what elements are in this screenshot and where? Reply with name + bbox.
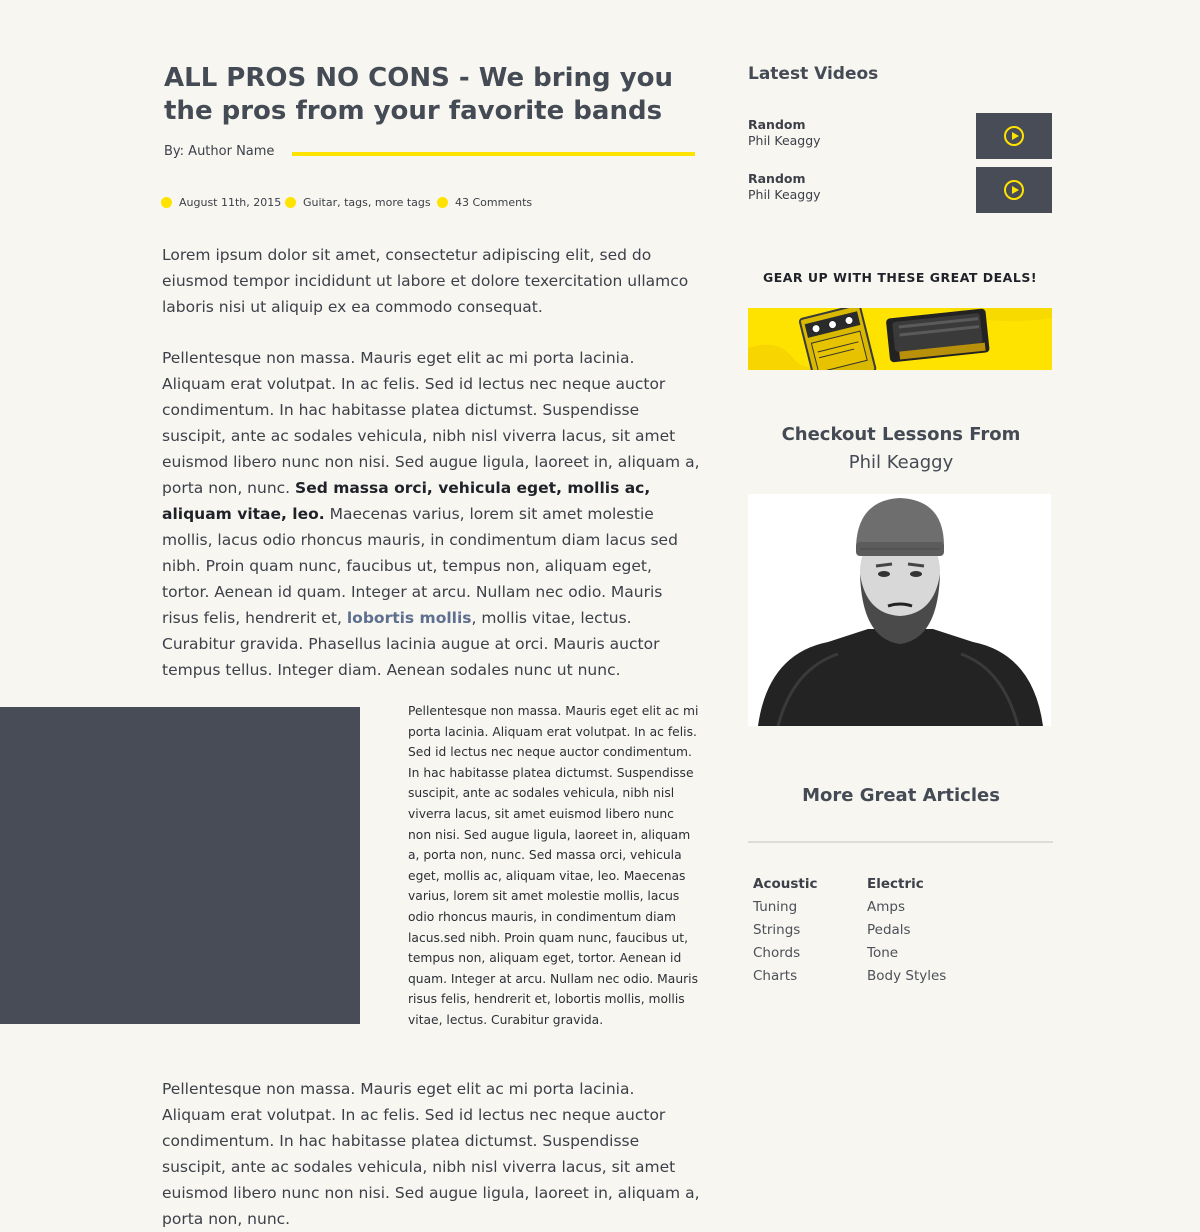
- category-link[interactable]: Chords: [753, 945, 801, 961]
- category-link[interactable]: Tone: [867, 945, 899, 961]
- category-link[interactable]: Strings: [753, 922, 801, 938]
- article-paragraph-2: [162, 345, 702, 683]
- video-artist: Phil Keaggy: [748, 133, 821, 148]
- video-artist: Phil Keaggy: [748, 187, 821, 202]
- article-paragraph-3: Pellentesque non massa. Mauris eget elit ac mi porta lacinia. Aliquam erat volutpat. In ac felis. Sed id lectus nec neque auctor condimentum. In hac habitasse platea dictumst. Suspendisse suscipit, ante ac sodales vehicula, nibh nisl viverra lacus, sit amet euismod libero nunc non nisi. Sed augue ligula, laoreet in, aliquam a, porta non, nunc.: [162, 1080, 700, 1228]
- tags-bullet-icon: [285, 197, 296, 208]
- deals-heading: GEAR UP WITH THESE GREAT DEALS!: [762, 270, 1038, 285]
- video-item[interactable]: [748, 113, 1052, 159]
- tags-text[interactable]: Guitar, tags, more tags: [303, 195, 431, 209]
- meta-comments[interactable]: [437, 194, 532, 210]
- comments-bullet-icon: [437, 197, 448, 208]
- video-title[interactable]: Random: [748, 117, 806, 132]
- lessons-heading: Checkout Lessons From: [781, 424, 1021, 445]
- author-byline[interactable]: By: Author Name: [164, 144, 275, 159]
- artist-photo[interactable]: [748, 494, 1051, 726]
- category-electric: [867, 876, 946, 991]
- date-bullet-icon: [161, 197, 172, 208]
- date-text: August 11th, 2015: [179, 195, 282, 209]
- artist-portrait-image: [748, 494, 1051, 726]
- category-title[interactable]: Acoustic: [753, 876, 818, 892]
- category-link[interactable]: Body Styles: [867, 968, 947, 984]
- media-placeholder: [0, 707, 360, 1024]
- paragraph-2-text-c: , mollis vitae, lectus. Curabitur gravida. Phasellus lacinia augue at orci. Mauris auctor tempus tellus. Integer diam. Aenean sodales nunc ut nunc.: [162, 609, 660, 679]
- play-icon[interactable]: [1004, 180, 1024, 200]
- latest-videos-heading: Latest Videos: [748, 64, 879, 84]
- play-icon[interactable]: [1004, 126, 1024, 146]
- category-link[interactable]: Charts: [753, 968, 798, 984]
- more-articles-heading: More Great Articles: [802, 785, 1000, 806]
- comments-text[interactable]: 43 Comments: [455, 195, 533, 209]
- deals-banner[interactable]: [748, 308, 1052, 370]
- paragraph-2-text-a: Pellentesque non massa. Mauris eget elit ac mi porta lacinia. Aliquam erat volutpat. In ac felis. Sed id lectus nec neque auctor condimentum. In hac habitasse platea dictumst. Suspendisse suscipit, ante ac sodales vehicula, nibh nisl viverra lacus, sit amet euismod libero nunc non nisi. Sed augue ligula, laoreet in, aliquam a, porta non, nunc.: [162, 349, 700, 497]
- category-acoustic: [753, 876, 817, 991]
- category-link[interactable]: Tuning: [753, 899, 798, 915]
- article-paragraph-1: Lorem ipsum dolor sit amet, consectetur adipiscing elit, sed do eiusmod tempor incididunt ut labore et dolore texercitation ullamco laboris nisi ut aliquip ex ea commodo consequat.: [162, 246, 689, 316]
- meta-tags[interactable]: [285, 194, 431, 210]
- lessons-artist-name[interactable]: Phil Keaggy: [848, 452, 954, 473]
- video-thumbnail[interactable]: [976, 167, 1052, 213]
- video-thumbnail[interactable]: [976, 113, 1052, 159]
- lobortis-link[interactable]: lobortis mollis: [346, 609, 472, 627]
- articles-divider: [748, 841, 1053, 843]
- category-link[interactable]: Amps: [867, 899, 905, 915]
- paragraph-2-text-b: Maecenas varius, lorem sit amet molestie mollis, lacus odio rhoncus mauris, in condimentum diam lacus sed nibh. Proin quam nunc, faucibus ut, tempus non, aliquam eget, tortor. Aenean id quam. Integer at arcu. Nullam nec odio. Mauris risus felis, hendrerit et,: [162, 505, 678, 627]
- inset-paragraph: Pellentesque non massa. Mauris eget elit ac mi porta lacinia. Aliquam erat volutpat. In ac felis. Sed id lectus nec neque auctor condimentum. In hac habitasse platea dictumst. Suspendisse suscipit, ante ac sodales vehicula, nibh nisl viverra lacus, sit amet euismod libero nunc non nisi. Sed augue ligula, laoreet in, aliquam a, porta non, nunc. Sed massa orci, vehicula eget, mollis ac, aliquam vitae, leo. Maecenas varius, lorem sit amet molestie mollis, lacus odio rhoncus mauris, in condimentum diam lacus.sed nibh. Proin quam nunc, faucibus ut, tempus non, aliquam eget, tortor. Aenean id quam. Integer at arcu. Nullam nec odio. Mauris risus felis, hendrerit et, lobortis mollis, mollis vitae, lectus. Curabitur gravida.: [408, 704, 699, 1027]
- byline-divider: [292, 152, 695, 156]
- category-link[interactable]: Pedals: [867, 922, 911, 938]
- guitar-pedals-image: [748, 308, 1052, 370]
- article-title: ALL PROS NO CONS - We bring you the pros from your favorite bands: [164, 63, 674, 126]
- paragraph-2-bold: Sed massa orci, vehicula eget, mollis ac, aliquam vitae, leo.: [162, 479, 651, 523]
- meta-date: [161, 194, 281, 210]
- category-title[interactable]: Electric: [867, 876, 924, 892]
- video-item[interactable]: [748, 167, 1052, 213]
- video-title[interactable]: Random: [748, 171, 806, 186]
